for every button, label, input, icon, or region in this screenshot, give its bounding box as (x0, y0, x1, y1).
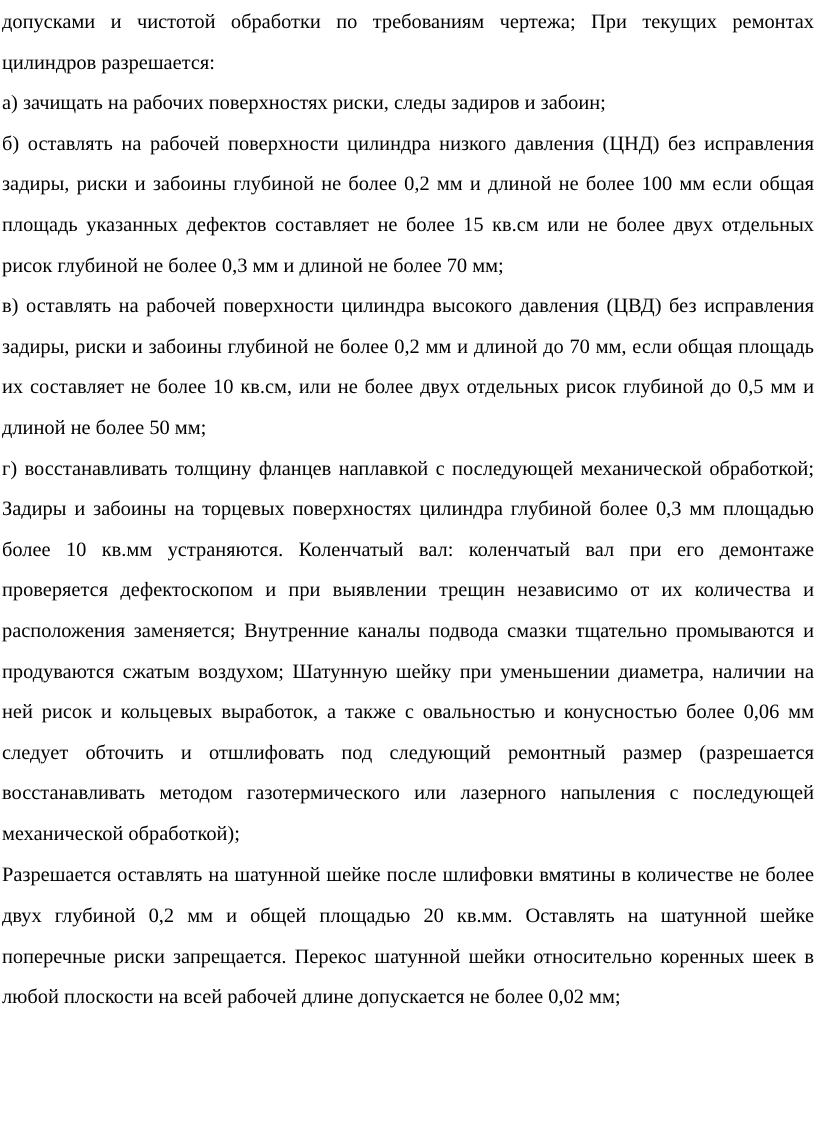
paragraph-item-g: г) восстанавливать толщину фланцев наплавкой с последующей механической обработкой; Задиры и забоины на торцевых поверхностях цилиндра глубиной более 0,3 мм площадью более 10 кв.мм устраняются. Коленчатый вал: коленчатый вал при его демонтаже проверяется дефектоскопом и при выявлении трещин независимо от их количества и расположения заменяется; Внутренние каналы подвода смазки тщательно промываются и продуваются сжатым воздухом; Шатунную шейку при уменьшении диаметра, наличии на ней рисок и кольцевых выработок, а также с овальностью и конусностью более 0,06 мм следует обточить и отшлифовать под следующий ремонтный размер (разрешается восстанавливать методом газотермического или лазерного напыления с последующей механической обработкой); (2, 457, 814, 845)
paragraph-item-v: в) оставлять на рабочей поверхности цилиндра высокого давления (ЦВД) без исправления задиры, риски и забоины глубиной не более 0,2 мм и длиной до 70 мм, если общая площадь их составляет не более 10 кв.см, или не более двух отдельных рисок глубиной до 0,5 мм и длиной не более 50 мм; (2, 295, 814, 439)
paragraph-item-b: б) оставлять на рабочей поверхности цилиндра низкого давления (ЦНД) без исправления задиры, риски и забоины глубиной не более 0,2 мм и длиной не более 100 мм если общая площадь указанных дефектов составляет не более 15 кв.см или не более двух отдельных рисок глубиной не более 0,3 мм и длиной не более 70 мм; (2, 132, 814, 277)
paragraph-item-a: а) зачищать на рабочих поверхностях риски, следы задиров и забоин; (2, 92, 606, 115)
paragraph-crankshaft-dents: Разрешается оставлять на шатунной шейке после шлифовки вмятины в количестве не более двух глубиной 0,2 мм и общей площадью 20 кв.мм. Оставлять на шатунной шейке поперечные риски запрещается. Перекос шатунной шейки относительно коренных шеек в любой плоскости на всей рабочей длине допускается не более 0,02 мм; (2, 864, 814, 1009)
document-page (2, 2, 814, 1018)
paragraph-intro: допусками и чистотой обработки по требованиям чертежа; При текущих ремонтах цилиндров разрешается: (2, 11, 814, 74)
